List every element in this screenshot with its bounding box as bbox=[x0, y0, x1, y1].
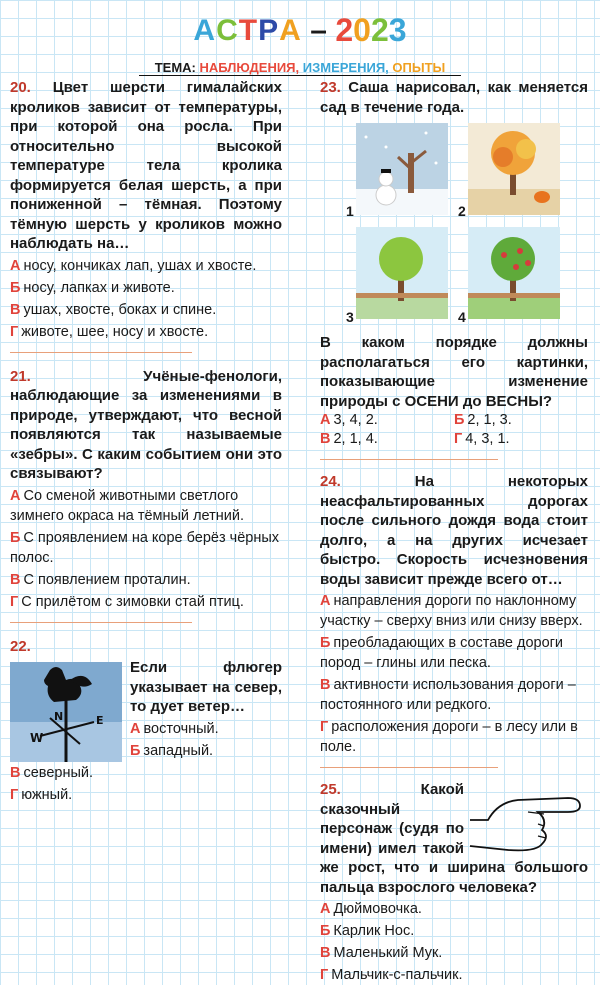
answer-text: Маленький Мук. bbox=[333, 945, 443, 961]
picture-winter bbox=[356, 123, 448, 215]
answer-option[interactable] bbox=[454, 411, 588, 430]
year: 2023 bbox=[335, 12, 407, 48]
astra-logo bbox=[193, 14, 301, 48]
answer-letter: А bbox=[320, 593, 331, 609]
answer-letter: Г bbox=[10, 323, 19, 340]
seasons-pictures bbox=[320, 123, 588, 333]
question-number: 24. bbox=[320, 473, 341, 490]
answer-option[interactable] bbox=[10, 486, 282, 526]
answer-list bbox=[320, 899, 588, 985]
answer-text: С проявлением на коре берёз чёрных полос. bbox=[10, 529, 280, 566]
answer-text: носу, лапках и животе. bbox=[23, 279, 175, 296]
answer-option[interactable] bbox=[10, 785, 282, 805]
answer-text: 2, 1, 4. bbox=[333, 431, 378, 447]
answer-option[interactable] bbox=[10, 322, 282, 342]
answer-text: ушах, хвосте, боках и спине. bbox=[23, 301, 217, 318]
question-22 bbox=[10, 637, 282, 805]
answer-text: преобладающих в составе дороги пород – глины или песка. bbox=[320, 635, 564, 671]
question-number: 23. bbox=[320, 79, 341, 96]
answer-option[interactable] bbox=[320, 633, 588, 673]
question-number-line bbox=[10, 637, 282, 657]
weather-vane-image bbox=[10, 662, 122, 762]
answer-letter: А bbox=[10, 487, 21, 504]
answer-option[interactable] bbox=[10, 278, 282, 298]
theme-label: ТЕМА: bbox=[154, 60, 196, 75]
page-header bbox=[0, 12, 600, 62]
answer-letter: В bbox=[320, 431, 331, 447]
svg-text:E: E bbox=[96, 714, 104, 727]
answer-option[interactable] bbox=[320, 943, 588, 963]
answer-option[interactable] bbox=[10, 570, 282, 590]
question-number: 22. bbox=[10, 637, 31, 655]
answer-list bbox=[320, 411, 588, 449]
answer-option[interactable] bbox=[10, 256, 282, 276]
thumb-hand-image bbox=[468, 780, 588, 856]
answer-text: 2, 1, 3. bbox=[467, 412, 512, 428]
answer-text: С появлением проталин. bbox=[23, 571, 191, 588]
answer-letter: Г bbox=[320, 967, 329, 983]
divider bbox=[320, 767, 498, 768]
question-body: На некоторых неасфальтированных дорогах после сильного дождя вода стоит долго, а на других исчезает быстро. Скорость исчезновения воды зависит прежде всего от… bbox=[320, 473, 588, 588]
question-number: 20. bbox=[10, 79, 31, 96]
theme-observations: НАБЛЮДЕНИЯ, bbox=[199, 60, 300, 75]
answer-option[interactable] bbox=[454, 430, 588, 449]
answer-letter: Г bbox=[10, 593, 19, 610]
answer-option[interactable] bbox=[320, 965, 588, 985]
logo-letter: С bbox=[216, 13, 239, 47]
answer-letter: А bbox=[130, 720, 141, 737]
question-number: 25. bbox=[320, 781, 341, 798]
answer-text: южный. bbox=[21, 786, 73, 803]
answer-option[interactable] bbox=[320, 411, 454, 430]
answer-list bbox=[10, 256, 282, 342]
answer-letter: А bbox=[10, 257, 21, 274]
question-body: Если флюгер указывает на север, то дует ветер… bbox=[130, 659, 282, 715]
question-text bbox=[320, 472, 588, 589]
answer-letter: А bbox=[320, 901, 331, 917]
answer-option[interactable] bbox=[320, 430, 454, 449]
theme-experiments: ОПЫТЫ bbox=[392, 60, 446, 75]
answer-letter: Б bbox=[10, 529, 21, 546]
question-body: Цвет шерсти гималайских кроликов зависит от температуры, при которой она росла. При относительно высокой температуре тела кролика формируется белая шерсть, а при пониженной – тёмная. Поэтому тёмную шерсть у кроликов можно наблюдать на… bbox=[10, 79, 282, 252]
answer-text: 3, 4, 2. bbox=[333, 412, 378, 428]
answer-letter: В bbox=[10, 764, 21, 781]
picture-summer bbox=[468, 227, 560, 319]
logo-letter: А bbox=[193, 13, 217, 47]
answer-option[interactable] bbox=[320, 675, 588, 715]
logo-letter: Т bbox=[238, 13, 259, 47]
answer-letter: В bbox=[320, 945, 331, 961]
question-text bbox=[10, 78, 282, 254]
logo-letter: А bbox=[279, 13, 302, 47]
answer-letter: Б bbox=[454, 412, 465, 428]
answer-text: северный. bbox=[23, 764, 94, 781]
answer-text: западный. bbox=[143, 742, 214, 759]
answer-option[interactable] bbox=[320, 899, 588, 919]
answer-text: направления дороги по наклонному участку – сверху вниз или снизу вверх. bbox=[320, 593, 583, 629]
answer-letter: Б bbox=[320, 923, 331, 939]
picture-number: 1 bbox=[346, 203, 354, 219]
question-body: Саша нарисовал, как меняется сад в течение года. bbox=[320, 79, 588, 116]
answer-letter: Г bbox=[10, 786, 19, 803]
answer-text: носу, кончиках лап, ушах и хвосте. bbox=[23, 257, 257, 274]
answer-text: Карлик Нос. bbox=[333, 923, 415, 939]
question-21 bbox=[10, 367, 282, 612]
question-body: Какой сказочный персонаж (судя по имени) имел такой же рост, что и ширина большого пальца взрослого человека? bbox=[320, 781, 588, 896]
divider bbox=[10, 352, 192, 353]
answer-letter: А bbox=[320, 412, 331, 428]
answer-option[interactable] bbox=[10, 763, 282, 783]
answer-letter: В bbox=[10, 301, 21, 318]
answer-letter: Б bbox=[10, 279, 21, 296]
theme-line bbox=[0, 60, 600, 76]
answer-text: расположения дороги – в лесу или в поле. bbox=[320, 719, 578, 755]
divider bbox=[10, 622, 192, 623]
answer-letter: В bbox=[320, 677, 331, 693]
answer-text: животе, шее, носу и хвосте. bbox=[21, 323, 209, 340]
picture-number: 4 bbox=[458, 309, 466, 325]
answer-letter: Г bbox=[320, 719, 329, 735]
answer-letter: Г bbox=[454, 431, 463, 447]
answer-list bbox=[320, 591, 588, 757]
title-dash: – bbox=[310, 13, 327, 47]
question-text: В каком порядке должны располагаться его картинки, показывающие изменение природы с ОСЕНИ до ВЕСНЫ? bbox=[320, 334, 588, 410]
svg-text:W: W bbox=[30, 731, 44, 745]
question-number: 21. bbox=[10, 367, 31, 385]
picture-autumn bbox=[468, 123, 560, 215]
question-text bbox=[320, 78, 588, 117]
answer-option[interactable] bbox=[320, 591, 588, 631]
answer-letter: В bbox=[10, 571, 21, 588]
answer-letter: Б bbox=[320, 635, 331, 651]
answer-text: Мальчик-с-пальчик. bbox=[331, 967, 463, 983]
theme-measurements: ИЗМЕРЕНИЯ, bbox=[302, 60, 389, 75]
answer-option[interactable] bbox=[10, 592, 282, 612]
question-25 bbox=[320, 780, 588, 985]
question-23 bbox=[320, 78, 588, 449]
answer-text: активности использования дороги – постоянного или редкого. bbox=[320, 677, 576, 713]
answer-text: восточный. bbox=[143, 720, 219, 737]
answer-option[interactable] bbox=[10, 528, 282, 568]
left-column bbox=[10, 78, 282, 805]
answer-text: 4, 3, 1. bbox=[465, 431, 510, 447]
picture-number: 2 bbox=[458, 203, 466, 219]
answer-text: Со сменой животными светлого зимнего окраса на тёмный летний. bbox=[10, 487, 244, 524]
answer-option[interactable] bbox=[320, 717, 588, 757]
answer-list bbox=[10, 486, 282, 612]
question-text bbox=[10, 367, 282, 484]
answer-option[interactable] bbox=[10, 300, 282, 320]
right-column bbox=[320, 78, 588, 985]
picture-spring bbox=[356, 227, 448, 319]
divider bbox=[320, 459, 498, 460]
answer-option[interactable] bbox=[320, 921, 588, 941]
answer-text: С прилётом с зимовки стай птиц. bbox=[21, 593, 244, 610]
logo-letter: Р bbox=[258, 13, 280, 47]
svg-text:N: N bbox=[54, 710, 64, 723]
picture-number: 3 bbox=[346, 309, 354, 325]
answer-text: Дюймовочка. bbox=[333, 901, 422, 917]
question-20 bbox=[10, 78, 282, 342]
question-24 bbox=[320, 472, 588, 757]
answer-letter: Б bbox=[130, 742, 141, 759]
question-body: Учёные-фенологи, наблюдающие за изменениями в природе, утверждают, что весной появляются так называемые «зебры». С каким событием они это связывают? bbox=[10, 367, 282, 482]
